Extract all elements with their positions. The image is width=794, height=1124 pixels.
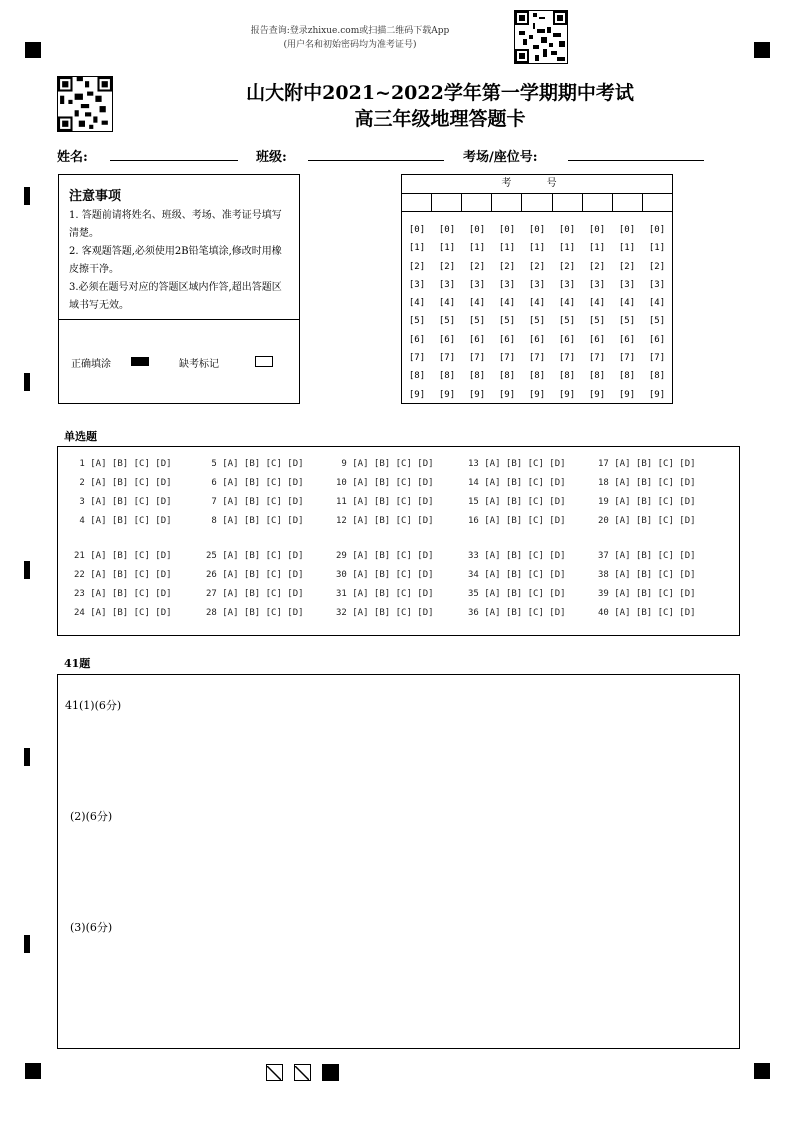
- digit-bubble[interactable]: [5]: [468, 316, 486, 327]
- timing-mark: [24, 187, 30, 205]
- exam-number-write-cell[interactable]: [553, 193, 583, 211]
- digit-bubble[interactable]: [7]: [528, 353, 546, 364]
- choice-question-row[interactable]: 27 [A] [B] [C] [D]: [206, 589, 304, 599]
- exam-number-column: [612, 221, 642, 404]
- timing-mark: [24, 935, 30, 953]
- digit-bubble[interactable]: [2]: [648, 261, 666, 272]
- exam-number-write-cell[interactable]: [402, 193, 432, 211]
- digit-bubble[interactable]: [6]: [618, 334, 636, 345]
- digit-bubble[interactable]: [4]: [558, 298, 576, 309]
- digit-bubble[interactable]: [0]: [438, 225, 456, 235]
- choice-question-row[interactable]: 13 [A] [B] [C] [D]: [468, 459, 566, 469]
- divider: [59, 319, 299, 320]
- digit-bubble[interactable]: [0]: [558, 225, 576, 235]
- qr-code-sheet: [57, 76, 113, 132]
- multiple-choice-label: 单选题: [64, 430, 97, 443]
- exam-number-heading: 考 号: [402, 175, 672, 194]
- report-query-note: [200, 24, 500, 52]
- choice-question-row[interactable]: 20 [A] [B] [C] [D]: [598, 516, 696, 526]
- digit-bubble[interactable]: [1]: [408, 243, 426, 254]
- choice-question-row[interactable]: 37 [A] [B] [C] [D]: [598, 551, 696, 561]
- digit-bubble[interactable]: [6]: [438, 334, 456, 345]
- sheet-title: 高三年级地理答题卡: [354, 108, 526, 130]
- digit-bubble[interactable]: [9]: [468, 389, 486, 400]
- choice-question-row[interactable]: 36 [A] [B] [C] [D]: [468, 608, 566, 618]
- class-field[interactable]: [308, 160, 444, 161]
- digit-bubble[interactable]: [0]: [528, 225, 546, 235]
- notice-box: [58, 174, 300, 404]
- digit-bubble[interactable]: [9]: [588, 389, 606, 400]
- choice-question-row[interactable]: 2 [A] [B] [C] [D]: [74, 478, 172, 488]
- choice-question-row[interactable]: 33 [A] [B] [C] [D]: [468, 551, 566, 561]
- exam-number-column: [552, 221, 582, 404]
- digit-bubble[interactable]: [0]: [648, 225, 666, 235]
- digit-bubble[interactable]: [7]: [648, 353, 666, 364]
- choice-question-row[interactable]: 18 [A] [B] [C] [D]: [598, 478, 696, 488]
- timing-mark: [24, 561, 30, 579]
- digit-bubble[interactable]: [1]: [498, 243, 516, 254]
- digit-bubble[interactable]: [4]: [438, 298, 456, 309]
- digit-bubble[interactable]: [2]: [528, 261, 546, 272]
- choice-question-row[interactable]: 21 [A] [B] [C] [D]: [74, 551, 172, 561]
- choice-question-row[interactable]: 26 [A] [B] [C] [D]: [206, 570, 304, 580]
- correct-fill-label: 正确填涂: [71, 359, 111, 370]
- qr-code-download: [514, 10, 568, 64]
- digit-bubble[interactable]: [9]: [648, 389, 666, 400]
- choice-question-row[interactable]: 5 [A] [B] [C] [D]: [206, 459, 304, 469]
- digit-bubble[interactable]: [2]: [618, 261, 636, 272]
- choice-question-row[interactable]: 1 [A] [B] [C] [D]: [74, 459, 172, 469]
- question-41-part-1: 41(1)(6分): [65, 699, 122, 712]
- notice-item: 2. 客观题答题,必须使用2B铅笔填涂,修改时用橡皮擦干净。: [69, 246, 282, 275]
- qr-code-icon: [515, 11, 567, 63]
- digit-bubble[interactable]: [5]: [618, 316, 636, 327]
- choice-question-row[interactable]: 30 [A] [B] [C] [D]: [336, 570, 434, 580]
- digit-bubble[interactable]: [6]: [558, 334, 576, 345]
- digit-bubble[interactable]: [1]: [648, 243, 666, 254]
- choice-question-row[interactable]: 25 [A] [B] [C] [D]: [206, 551, 304, 561]
- digit-bubble[interactable]: [3]: [528, 279, 546, 290]
- exam-number-column: [582, 221, 612, 404]
- choice-question-row[interactable]: 7 [A] [B] [C] [D]: [206, 497, 304, 507]
- digit-bubble[interactable]: [9]: [528, 389, 546, 400]
- digit-bubble[interactable]: [8]: [468, 371, 486, 382]
- exam-number-write-cell[interactable]: [613, 193, 643, 211]
- digit-bubble[interactable]: [6]: [468, 334, 486, 345]
- exam-number-column: [492, 221, 522, 404]
- digit-bubble[interactable]: [9]: [408, 389, 426, 400]
- choice-question-row[interactable]: 11 [A] [B] [C] [D]: [336, 497, 434, 507]
- choice-question-row[interactable]: 12 [A] [B] [C] [D]: [336, 516, 434, 526]
- digit-bubble[interactable]: [1]: [558, 243, 576, 254]
- choice-question-row[interactable]: 8 [A] [B] [C] [D]: [206, 516, 304, 526]
- page-marker-hatched: [266, 1064, 283, 1081]
- choice-question-row[interactable]: 4 [A] [B] [C] [D]: [74, 516, 172, 526]
- choice-question-row[interactable]: 34 [A] [B] [C] [D]: [468, 570, 566, 580]
- exam-number-column: [522, 221, 552, 404]
- exam-number-bubbles: [402, 221, 672, 404]
- digit-bubble[interactable]: [7]: [588, 353, 606, 364]
- digit-bubble[interactable]: [1]: [618, 243, 636, 254]
- digit-bubble[interactable]: [5]: [588, 316, 606, 327]
- seat-field[interactable]: [568, 160, 704, 161]
- digit-bubble[interactable]: [8]: [498, 371, 516, 382]
- digit-bubble[interactable]: [5]: [558, 316, 576, 327]
- digit-bubble[interactable]: [0]: [498, 225, 516, 235]
- digit-bubble[interactable]: [7]: [558, 353, 576, 364]
- digit-bubble[interactable]: [3]: [408, 279, 426, 290]
- digit-bubble[interactable]: [3]: [438, 279, 456, 290]
- digit-bubble[interactable]: [5]: [528, 316, 546, 327]
- choice-question-row[interactable]: 35 [A] [B] [C] [D]: [468, 589, 566, 599]
- question-41-part-2: (2)(6分): [70, 810, 113, 823]
- digit-bubble[interactable]: [6]: [588, 334, 606, 345]
- choice-question-row[interactable]: 6 [A] [B] [C] [D]: [206, 478, 304, 488]
- slash-icon: [267, 1066, 281, 1080]
- exam-number-column: [432, 221, 462, 404]
- choice-question-row[interactable]: 9 [A] [B] [C] [D]: [336, 459, 434, 469]
- exam-number-grid: [401, 174, 673, 404]
- digit-bubble[interactable]: [5]: [408, 316, 426, 327]
- digit-bubble[interactable]: [3]: [648, 279, 666, 290]
- digit-bubble[interactable]: [3]: [498, 279, 516, 290]
- absent-mark-label: 缺考标记: [179, 359, 219, 370]
- digit-bubble[interactable]: [8]: [618, 371, 636, 382]
- digit-bubble[interactable]: [6]: [528, 334, 546, 345]
- choice-question-row[interactable]: 17 [A] [B] [C] [D]: [598, 459, 696, 469]
- slash-icon: [295, 1066, 309, 1080]
- digit-bubble[interactable]: [6]: [408, 334, 426, 345]
- timing-mark: [24, 373, 30, 391]
- digit-bubble[interactable]: [9]: [558, 389, 576, 400]
- class-label: 班级:: [256, 150, 287, 165]
- digit-bubble[interactable]: [4]: [588, 298, 606, 309]
- digit-bubble[interactable]: [2]: [438, 261, 456, 272]
- digit-bubble[interactable]: [5]: [438, 316, 456, 327]
- digit-bubble[interactable]: [3]: [588, 279, 606, 290]
- corner-marker-bottom-right: [754, 1063, 770, 1079]
- question-41-label: 41题: [64, 657, 91, 670]
- digit-bubble[interactable]: [5]: [648, 316, 666, 327]
- choice-question-row[interactable]: 16 [A] [B] [C] [D]: [468, 516, 566, 526]
- digit-bubble[interactable]: [6]: [648, 334, 666, 345]
- exam-number-write-cell[interactable]: [462, 193, 492, 211]
- digit-bubble[interactable]: [9]: [618, 389, 636, 400]
- digit-bubble[interactable]: [8]: [588, 371, 606, 382]
- name-field[interactable]: [110, 160, 238, 161]
- digit-bubble[interactable]: [4]: [468, 298, 486, 309]
- login-hint-line: (用户名和初始密码均为准考证号): [283, 40, 417, 50]
- digit-bubble[interactable]: [4]: [498, 298, 516, 309]
- qr-code-icon: [58, 77, 112, 131]
- digit-bubble[interactable]: [7]: [498, 353, 516, 364]
- notice-item: 1. 答题前请将姓名、班级、考场、准考证号填写清楚。: [69, 210, 282, 239]
- seat-label: 考场/座位号:: [463, 150, 538, 165]
- digit-bubble[interactable]: [8]: [648, 371, 666, 382]
- digit-bubble[interactable]: [2]: [588, 261, 606, 272]
- timing-mark: [24, 748, 30, 766]
- report-query-line: 报告查询:登录zhixue.com或扫描二维码下载App: [250, 26, 450, 36]
- digit-bubble[interactable]: [4]: [528, 298, 546, 309]
- choice-question-row[interactable]: 28 [A] [B] [C] [D]: [206, 608, 304, 618]
- choice-question-row[interactable]: 38 [A] [B] [C] [D]: [598, 570, 696, 580]
- digit-bubble[interactable]: [1]: [468, 243, 486, 254]
- digit-bubble[interactable]: [7]: [618, 353, 636, 364]
- digit-bubble[interactable]: [3]: [468, 279, 486, 290]
- digit-bubble[interactable]: [7]: [468, 353, 486, 364]
- exam-number-column: [402, 221, 432, 404]
- exam-number-write-cell[interactable]: [492, 193, 522, 211]
- corner-marker-top-left: [25, 42, 41, 58]
- digit-bubble[interactable]: [3]: [558, 279, 576, 290]
- choice-question-row[interactable]: 15 [A] [B] [C] [D]: [468, 497, 566, 507]
- digit-bubble[interactable]: [0]: [468, 225, 486, 235]
- digit-bubble[interactable]: [8]: [558, 371, 576, 382]
- notice-instructions: [69, 207, 291, 315]
- page-marker-hatched: [294, 1064, 311, 1081]
- exam-number-column: [642, 221, 672, 404]
- digit-bubble[interactable]: [3]: [618, 279, 636, 290]
- page-marker-filled: [322, 1064, 339, 1081]
- digit-bubble[interactable]: [9]: [438, 389, 456, 400]
- digit-bubble[interactable]: [7]: [408, 353, 426, 364]
- absent-mark-checkbox[interactable]: [255, 356, 273, 367]
- exam-title: 山大附中2021~2022学年第一学期期中考试: [246, 82, 634, 104]
- exam-number-column: [462, 221, 492, 404]
- name-label: 姓名:: [57, 150, 88, 165]
- choice-question-row[interactable]: 40 [A] [B] [C] [D]: [598, 608, 696, 618]
- choice-question-row[interactable]: 3 [A] [B] [C] [D]: [74, 497, 172, 507]
- digit-bubble[interactable]: [5]: [498, 316, 516, 327]
- digit-bubble[interactable]: [2]: [408, 261, 426, 272]
- correct-fill-sample: [131, 357, 149, 366]
- choice-question-row[interactable]: 23 [A] [B] [C] [D]: [74, 589, 172, 599]
- corner-marker-top-right: [754, 42, 770, 58]
- digit-bubble[interactable]: [9]: [498, 389, 516, 400]
- digit-bubble[interactable]: [1]: [528, 243, 546, 254]
- question-41-part-3: (3)(6分): [70, 921, 113, 934]
- notice-item: 3.必须在题号对应的答题区域内作答,超出答题区域书写无效。: [69, 282, 282, 311]
- digit-bubble[interactable]: [4]: [408, 298, 426, 309]
- digit-bubble[interactable]: [0]: [408, 225, 426, 235]
- multiple-choice-area: [57, 446, 740, 636]
- question-41-answer-area[interactable]: [57, 674, 740, 1049]
- choice-question-row[interactable]: 29 [A] [B] [C] [D]: [336, 551, 434, 561]
- digit-bubble[interactable]: [1]: [588, 243, 606, 254]
- digit-bubble[interactable]: [2]: [558, 261, 576, 272]
- exam-number-write-row: [402, 193, 672, 212]
- digit-bubble[interactable]: [2]: [498, 261, 516, 272]
- digit-bubble[interactable]: [7]: [438, 353, 456, 364]
- exam-number-write-cell[interactable]: [643, 193, 672, 211]
- digit-bubble[interactable]: [4]: [618, 298, 636, 309]
- digit-bubble[interactable]: [8]: [408, 371, 426, 382]
- digit-bubble[interactable]: [6]: [498, 334, 516, 345]
- exam-number-write-cell[interactable]: [583, 193, 613, 211]
- exam-number-write-cell[interactable]: [522, 193, 552, 211]
- digit-bubble[interactable]: [0]: [618, 225, 636, 235]
- digit-bubble[interactable]: [2]: [468, 261, 486, 272]
- exam-number-write-cell[interactable]: [432, 193, 462, 211]
- choice-question-row[interactable]: 19 [A] [B] [C] [D]: [598, 497, 696, 507]
- choice-question-row[interactable]: 22 [A] [B] [C] [D]: [74, 570, 172, 580]
- digit-bubble[interactable]: [8]: [438, 371, 456, 382]
- digit-bubble[interactable]: [1]: [438, 243, 456, 254]
- corner-marker-bottom-left: [25, 1063, 41, 1079]
- digit-bubble[interactable]: [4]: [648, 298, 666, 309]
- choice-question-row[interactable]: 14 [A] [B] [C] [D]: [468, 478, 566, 488]
- choice-question-row[interactable]: 32 [A] [B] [C] [D]: [336, 608, 434, 618]
- digit-bubble[interactable]: [8]: [528, 371, 546, 382]
- choice-question-row[interactable]: 24 [A] [B] [C] [D]: [74, 608, 172, 618]
- notice-title: 注意事项: [69, 189, 122, 204]
- digit-bubble[interactable]: [0]: [588, 225, 606, 235]
- choice-question-row[interactable]: 39 [A] [B] [C] [D]: [598, 589, 696, 599]
- choice-question-row[interactable]: 10 [A] [B] [C] [D]: [336, 478, 434, 488]
- choice-question-row[interactable]: 31 [A] [B] [C] [D]: [336, 589, 434, 599]
